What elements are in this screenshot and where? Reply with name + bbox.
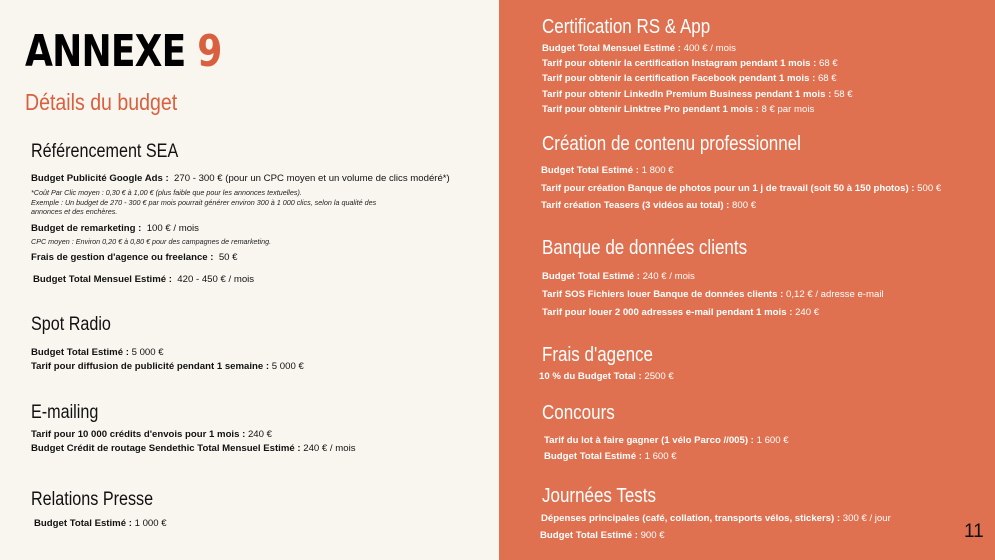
cert-line-2: Tarif pour obtenir la certification Instagram pendant 1 mois : 68 € — [542, 58, 838, 69]
database-line-1: Budget Total Estimé : 240 € / mois — [542, 271, 695, 282]
title-text: ANNEXE — [25, 26, 186, 77]
press-heading: Relations Presse — [31, 489, 154, 510]
emailing-line-1: Tarif pour 10 000 crédits d'envois pour 1 mois : 240 € — [31, 429, 272, 440]
emailing-line-2: Budget Crédit de routage Sendethic Total Mensuel Estimé : 240 € / mois — [31, 443, 356, 454]
cert-line-1: Budget Total Mensuel Estimé : 400 € / mois — [542, 43, 736, 54]
content-line-1: Budget Total Estimé : 1 800 € — [541, 165, 674, 176]
content-heading: Création de contenu professionnel — [542, 133, 801, 155]
contest-heading: Concours — [542, 402, 615, 424]
sea-note-1: *Coût Par Clic moyen : 0,30 € à 1,00 € (plus faible que pour les annonces textuelles). — [31, 188, 302, 197]
database-line-2: Tarif SOS Fichiers louer Banque de données clients : 0,12 € / adresse e-mail — [542, 289, 884, 300]
sea-note-2: Exemple : Un budget de 270 - 300 € par mois pourrait générer environ 300 à 1 000 clics, selon la qualité des — [31, 198, 377, 207]
agency-heading: Frais d'agence — [542, 344, 653, 366]
database-line-3: Tarif pour louer 2 000 adresses e-mail pendant 1 mois : 240 € — [542, 307, 820, 318]
agency-line-1: 10 % du Budget Total : 2500 € — [539, 371, 674, 382]
content-line-3: Tarif création Teasers (3 vidéos au total) : 800 € — [541, 200, 757, 211]
database-heading: Banque de données clients — [542, 237, 748, 259]
sea-remarketing-line: Budget de remarketing : 100 € / mois — [31, 223, 199, 234]
page-number: 11 — [964, 521, 984, 542]
cert-line-4: Tarif pour obtenir LinkedIn Premium Business pendant 1 mois : 58 € — [542, 89, 853, 100]
cert-heading: Certification RS & App — [542, 16, 711, 38]
title-number: 9 — [197, 26, 222, 77]
cert-line-3: Tarif pour obtenir la certification Facebook pendant 1 mois : 68 € — [542, 73, 837, 84]
sea-google-line: Budget Publicité Google Ads : 270 - 300 € (pour un CPC moyen et un volume de clics modéré*) — [31, 173, 450, 184]
sea-note-3: annonces et des enchères. — [31, 207, 118, 216]
tests-line-2: Budget Total Estimé : 900 € — [540, 530, 665, 541]
content-line-2: Tarif pour création Banque de photos pour un 1 j de travail (soit 50 à 150 photos) : 500 € — [541, 183, 942, 194]
sea-heading: Référencement SEA — [31, 141, 179, 162]
sea-total-line: Budget Total Mensuel Estimé : 420 - 450 € / mois — [33, 274, 255, 285]
right-panel — [499, 0, 995, 560]
contest-line-1: Tarif du lot à faire gagner (1 vélo Parco //005) : 1 600 € — [544, 435, 789, 446]
emailing-heading: E-mailing — [31, 402, 99, 423]
radio-line-2: Tarif pour diffusion de publicité pendant 1 semaine : 5 000 € — [31, 361, 304, 372]
cert-line-5: Tarif pour obtenir Linktree Pro pendant 1 mois : 8 € par mois — [542, 104, 815, 115]
radio-line-1: Budget Total Estimé : 5 000 € — [31, 347, 164, 358]
page-title — [25, 26, 222, 77]
sea-remarketing-note: CPC moyen : Environ 0,20 € à 0,80 € pour des campagnes de remarketing. — [31, 237, 272, 246]
radio-heading: Spot Radio — [31, 314, 111, 335]
tests-heading: Journées Tests — [542, 485, 657, 507]
page-subtitle: Détails du budget — [25, 89, 178, 115]
sea-fees-line: Frais de gestion d'agence ou freelance : 50 € — [31, 252, 238, 263]
press-line-1: Budget Total Estimé : 1 000 € — [34, 518, 167, 529]
contest-line-2: Budget Total Estimé : 1 600 € — [544, 451, 677, 462]
tests-line-1: Dépenses principales (café, collation, transports vélos, stickers) : 300 € / jour — [541, 513, 891, 524]
